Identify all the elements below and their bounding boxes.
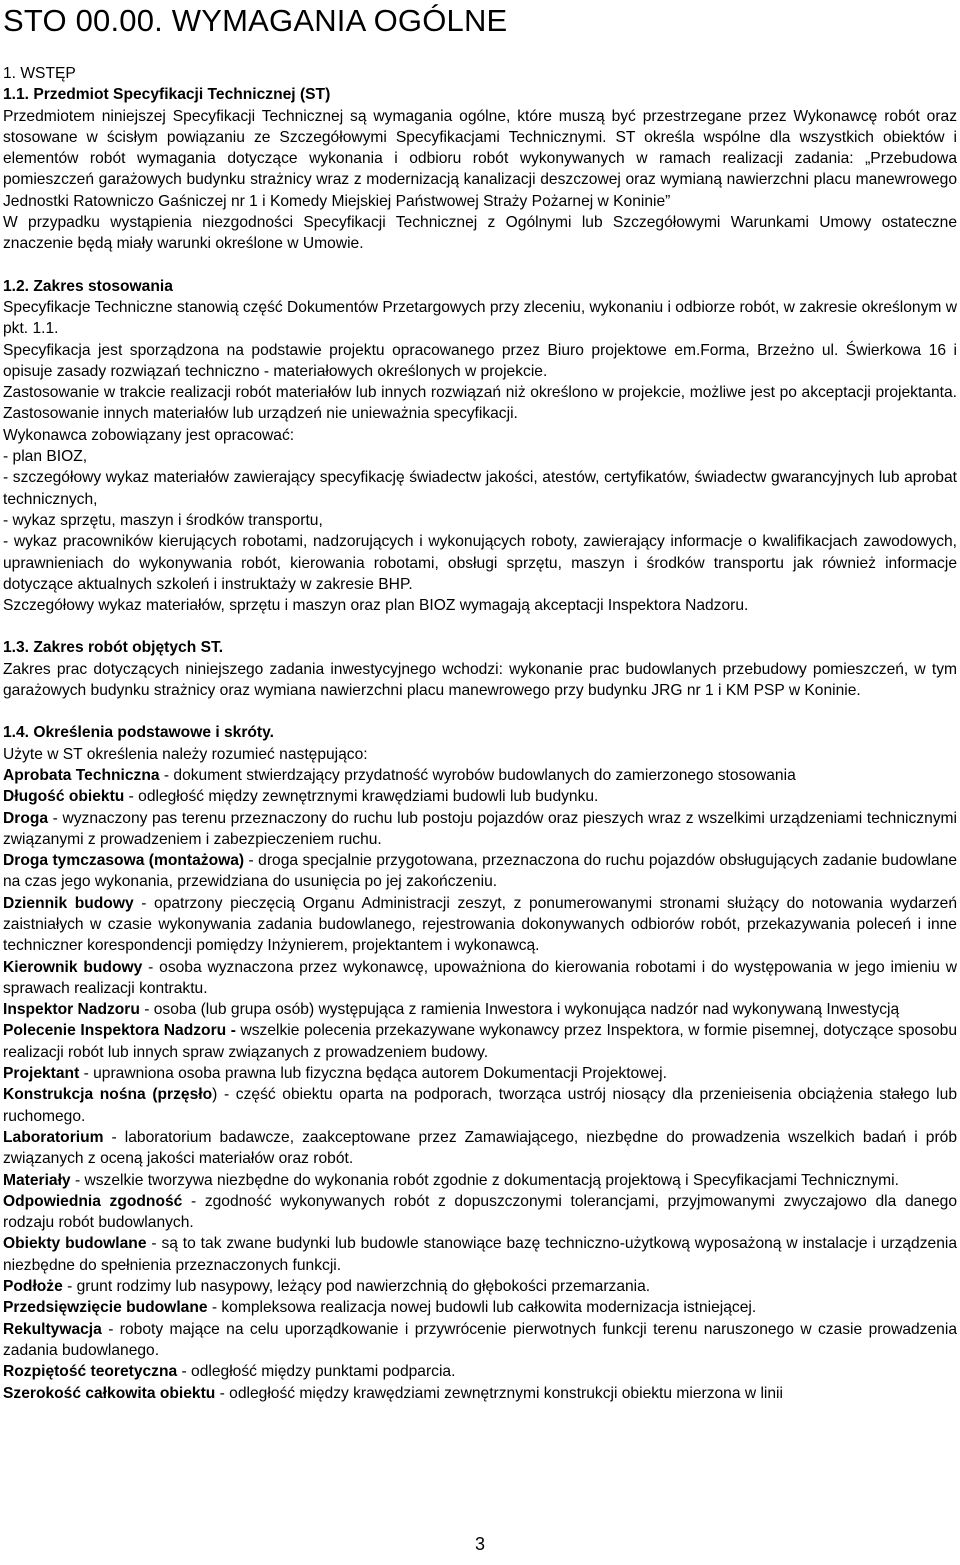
definition-term: Kierownik budowy: [3, 958, 143, 976]
definition-term: Aprobata Techniczna: [3, 766, 160, 784]
definition-term: Laboratorium: [3, 1128, 104, 1146]
definition-term: Szerokość całkowita obiektu: [3, 1384, 216, 1402]
definition-term: Odpowiednia zgodność: [3, 1192, 183, 1210]
document-body: [3, 38, 957, 1404]
definition-text: - roboty mające na celu uporządkowanie i przywrócenie pierwotnych funkcji terenu naruszonego w czasie prowadzenia zadania budowlanego.: [3, 1320, 957, 1359]
definition-item: [3, 808, 957, 851]
definition-item: [3, 1084, 957, 1127]
definition-term: Polecenie Inspektora Nadzoru -: [3, 1022, 236, 1040]
list-item: - plan BIOZ,: [3, 448, 88, 466]
list-item: - wykaz sprzętu, maszyn i środków transportu,: [3, 511, 323, 529]
definition-term: Obiekty budowlane: [3, 1235, 147, 1253]
definition-item: [3, 1276, 957, 1297]
definition-term: Dziennik budowy: [3, 894, 134, 912]
paragraph: Wykonawca zobowiązany jest opracować:: [3, 426, 295, 444]
document-title: STO 00.00. WYMAGANIA OGÓLNE: [3, 3, 508, 38]
document-page: [3, 0, 957, 1404]
definition-text: - odległość między zewnętrznymi krawędziami budowli lub budynku.: [124, 788, 599, 806]
paragraph: Szczegółowy wykaz materiałów, sprzętu i maszyn oraz plan BIOZ wymagają akceptacji Inspektora Nadzoru.: [3, 597, 749, 615]
definition-text: - uprawniona osoba prawna lub fizyczna będąca autorem Dokumentacji Projektowej.: [79, 1065, 667, 1083]
definition-term: Konstrukcja nośna (przęsło: [3, 1086, 213, 1104]
definition-text: wszelkie polecenia przekazywane wykonawcy przez Inspektora, w formie pisemnej, dotyczące sposobu realizacji robót lub innych spraw związanych z prowadzeniem budowy.: [3, 1022, 958, 1061]
definition-item: [3, 1319, 957, 1362]
definition-text: - opatrzony pieczęcią Organu Administracji zeszyt, z ponumerowanymi stronami służący do notowania wydarzeń zaistniałych w czasie wykonywania zadania budowlanego, rejestrowania dokonywanych odbiorów robót, przekazywania poleceń i inne techniczner korespondencji pomiędzy Inżynierem, projektantem i wykonawcą.: [3, 894, 957, 955]
paragraph: Zastosowanie w trakcie realizacji robót materiałów lub innych rozwiązań niż określono w projekcie, możliwe jest po akceptacji projektanta. Zastosowanie innych materiałów lub urządzeń nie unieważnia specyfikacji.: [3, 384, 957, 423]
section-heading-subject: 1.1. Przedmiot Specyfikacji Technicznej (ST): [3, 86, 331, 104]
definition-item: [3, 786, 957, 807]
definition-item: [3, 1063, 957, 1084]
definition-item: [3, 1020, 957, 1063]
definition-term: Podłoże: [3, 1278, 63, 1296]
definition-item: [3, 1127, 957, 1170]
definition-text: - droga specjalnie przygotowana, przeznaczona do ruchu pojazdów obsługujących zadanie budowlane na czas jego wykonania, przewidziana do usunięcia po jej zakończeniu.: [3, 852, 957, 891]
definition-term: Droga: [3, 809, 49, 827]
definition-item: [3, 1191, 957, 1234]
definition-term: Projektant: [3, 1065, 80, 1083]
section-heading-works: 1.3. Zakres robót objętych ST.: [3, 639, 224, 657]
definition-text: - laboratorium badawcze, zaakceptowane przez Zamawiającego, niezbędne do prowadzenia wszelkich badań i prób związanych z oceną jakości materiałów oraz robót.: [3, 1128, 957, 1168]
definition-text: - dokument stwierdzający przydatność wyrobów budowlanych do zamierzonego stosowania: [159, 766, 796, 784]
definition-text: - zgodność wykonywanych robót z dopuszczonymi tolerancjami, przyjmowanymi zwyczajowo dla danego rodzaju robót budowlanych.: [3, 1192, 958, 1232]
definition-term: Droga tymczasowa (montażowa): [3, 852, 245, 870]
paragraph: Specyfikacja jest sporządzona na podstawie projektu opracowanego przez Biuro projektowe em.Forma, Brzeżno ul. Świerkowa 16 i opisuje zasady rozwiązań techniczno - materiałowych określonych w projekcie.: [3, 341, 957, 380]
definition-item: [3, 1233, 957, 1276]
section-heading-intro: 1. WSTĘP: [3, 65, 76, 82]
definition-item: [3, 1297, 957, 1318]
definition-item: [3, 765, 957, 786]
definition-item: [3, 1361, 957, 1382]
definition-text: - kompleksowa realizacja nowej budowli lub całkowita modernizacja istniejącej.: [207, 1299, 757, 1317]
list-item: - wykaz pracowników kierujących robotami, nadzorujących i wykonujących roboty, zawierający informacje o kwalifikacjach zawodowych, uprawnieniach do wykonywania robót, kierowania robotami, obsługi sprzętu, maszyn i środków transportu jak również informacje dotyczące aktualnych szkoleń i instruktaży w zakresie BHP.: [3, 533, 957, 593]
definition-term: Rekultywacja: [3, 1320, 102, 1338]
definition-item: [3, 999, 957, 1020]
definition-text: - wyznaczony pas terenu przeznaczony do ruchu lub postoju pojazdów oraz pieszych wraz z wszelkimi urządzeniami technicznymi związanymi z prowadzeniem i zabezpieczeniem ruchu.: [3, 809, 957, 848]
section-heading-definitions: 1.4. Określenia podstawowe i skróty.: [3, 724, 274, 742]
paragraph: Zakres prac dotyczących niniejszego zadania inwestycyjnego wchodzi: wykonanie prac budowlanych przebudowy pomieszczeń, w tym garażowych budynku strażnicy oraz wymiana nawierzchni placu manewrowego przy budynku JRG nr 1 i KM PSP w Koninie.: [3, 660, 957, 700]
definition-item: [3, 1383, 957, 1404]
list-item: - szczegółowy wykaz materiałów zawierający specyfikację świadectw jakości, atestów, certyfikatów, świadectw gwarancyjnych lub aprobat technicznych,: [3, 469, 957, 508]
paragraph: W przypadku wystąpienia niezgodności Specyfikacji Technicznej z Ogólnymi lub Szczegółowymi Warunkami Umowy ostateczne znaczenie będą miały warunki określone w Umowie.: [3, 214, 957, 253]
definition-item: [3, 850, 957, 893]
definition-term: Inspektor Nadzoru: [3, 1001, 140, 1019]
definition-text: - odległość między punktami podparcia.: [177, 1363, 456, 1381]
definition-term: Przedsięwzięcie budowlane: [3, 1299, 208, 1317]
section-heading-scope: 1.2. Zakres stosowania: [3, 277, 173, 295]
definition-item: [3, 893, 957, 957]
definition-term: Materiały: [3, 1171, 71, 1189]
definition-term: Długość obiektu: [3, 788, 125, 806]
definition-item: [3, 957, 957, 1000]
paragraph: Użyte w ST określenia należy rozumieć następująco:: [3, 745, 368, 763]
definition-text: - odległość między krawędziami zewnętrznymi konstrukcji obiektu mierzona w linii: [215, 1384, 783, 1402]
definition-text: ) - część obiektu oparta na podporach, tworząca ustrój niosący dla przenieisenia obciążenia stałego lub ruchomego.: [3, 1086, 957, 1125]
definition-term: Rozpiętość teoretyczna: [3, 1363, 178, 1381]
definition-text: - osoba wyznaczona przez wykonawcę, upoważniona do kierowania robotami i do występowania w jego imieniu w sprawach realizacji kontraktu.: [3, 958, 958, 997]
paragraph: Specyfikacje Techniczne stanowią część Dokumentów Przetargowych przy zleceniu, wykonaniu i odbiorze robót, w zakresie określonym w pkt. 1.1.: [3, 298, 957, 338]
paragraph: Przedmiotem niniejszej Specyfikacji Technicznej są wymagania ogólne, które muszą być przestrzegane przez Wykonawcę robót oraz stosowane w ścisłym powiązaniu ze Szczegółowymi Specyfikacjami Technicznymi. ST określa wspólne dla wszystkich obiektów i elementów robót wymagania dotyczące wykonania i odbioru robót wykonywanych w ramach realizacji zadania: „Przebudowa pomieszczeń garażowych budynku strażnicy wraz z modernizacją kanalizacji deszczowej oraz wymianą nawierzchni placu manewrowego Jednostki Ratowniczo Gaśniczej nr 1 i Komedy Miejskiej Państwowej Straży Pożarnej w Koninie”: [3, 107, 957, 210]
definition-item: [3, 1170, 957, 1191]
definition-text: - są to tak zwane budynki lub budowle stanowiące bazę techniczno-użytkową wyposażoną w instalacje i urządzenia niezbędne do spełnienia przeznaczonych funkcji.: [3, 1235, 957, 1274]
page-number: 3: [474, 1534, 485, 1554]
definition-text: - wszelkie tworzywa niezbędne do wykonania robót zgodnie z dokumentacją projektową i Specyfikacjami Technicznymi.: [70, 1171, 899, 1189]
definition-text: - grunt rodzimy lub nasypowy, leżący pod nawierzchnią do głębokości przemarzania.: [62, 1278, 651, 1296]
definition-text: - osoba (lub grupa osób) występująca z ramienia Inwestora i wykonująca nadzór nad wykonywaną Inwestycją: [139, 1001, 900, 1019]
